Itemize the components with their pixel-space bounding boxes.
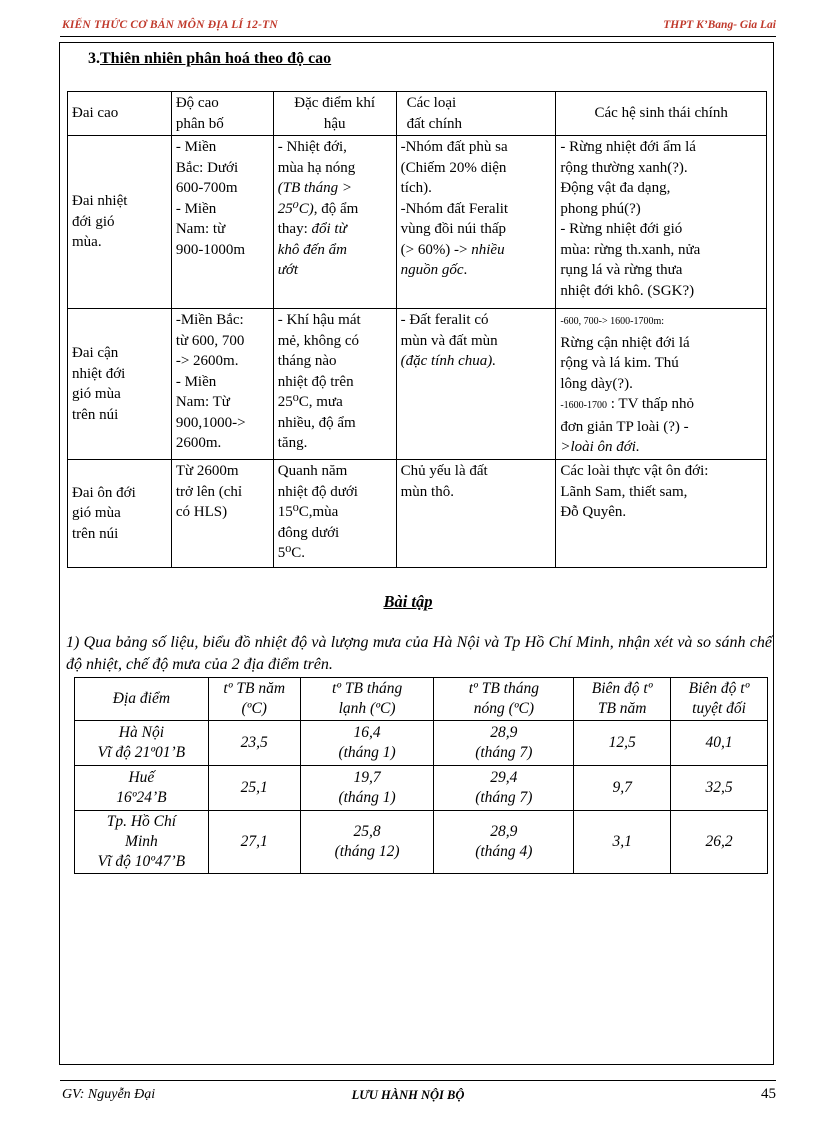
soil-cell — [396, 136, 556, 309]
climate-text: (TB tháng > 25⁰C) — [277, 180, 353, 217]
value-cell: 19,7 (tháng 1) — [300, 766, 434, 811]
soil-text: . — [463, 262, 468, 278]
value-cell: 12,5 — [574, 721, 671, 766]
climate-cell: - Khí hậu mát mẻ, không có tháng nào nhiệt độ trên 25⁰C, mưa nhiều, độ ẩm tăng. — [273, 309, 396, 460]
table-row — [75, 766, 768, 811]
header-cell: Biên độ tº tuyệt đối — [671, 678, 768, 721]
header-cell: Đặc điểm khí hậu — [273, 92, 396, 136]
value-cell: 9,7 — [574, 766, 671, 811]
value-cell: 25,1 — [208, 766, 300, 811]
climate-text: , độ ẩm thay: — [277, 200, 359, 237]
soil-text: nhiều nguồn gốc — [400, 241, 505, 278]
header-cell: tº TB tháng lạnh (ºC) — [300, 678, 434, 721]
altitude-zones-table — [67, 91, 767, 568]
altitude-cell: - Miền Bắc: Dưới 600-700m - Miền Nam: từ 900-1000m — [171, 136, 273, 309]
climate-text: đổi từ khô đến ẩm ướt — [277, 221, 347, 278]
value-cell: 28,9 (tháng 7) — [434, 721, 574, 766]
footer-divider — [60, 1080, 776, 1081]
soil-text: -Nhóm đất phù sa (Chiếm 20% diện tích). -Nhóm đất Feralit vùng đồi núi thấp (> 60%) -> — [400, 139, 509, 258]
table-header-row — [68, 92, 767, 136]
table-row — [68, 309, 767, 460]
climate-cell: Quanh năm nhiệt độ dưới 15⁰C,mùa đông dưới 5⁰C. — [273, 460, 396, 568]
soil-cell — [396, 309, 556, 460]
zone-cell: Đai cận nhiệt đới gió mùa trên núi — [68, 309, 172, 460]
climate-cell — [273, 136, 396, 309]
section-title-text: Thiên nhiên phân hoá theo độ cao — [100, 50, 332, 67]
ecosystem-cell: - Rừng nhiệt đới ẩm lá rộng thường xanh(?). Động vật đa dạng, phong phú(?) - Rừng nhiệt đới gió mùa: rừng th.xanh, nửa rụng lá và rừng thưa nhiệt đới khô. (SGK?) — [556, 136, 767, 309]
temperature-table — [74, 677, 768, 874]
value-cell: 23,5 — [208, 721, 300, 766]
ecosystem-text: -1600-1700 — [560, 400, 608, 411]
table-row — [75, 811, 768, 874]
value-cell: 25,8 (tháng 12) — [300, 811, 434, 874]
altitude-cell: -Miền Bắc: từ 600, 700 -> 2600m. - Miền Nam: Từ 900,1000-> 2600m. — [171, 309, 273, 460]
value-cell: 27,1 — [208, 811, 300, 874]
table-row — [68, 136, 767, 309]
ecosystem-text: -600, 700-> 1600-1700m: — [560, 316, 665, 327]
altitude-cell: Từ 2600m trở lên (chỉ có HLS) — [171, 460, 273, 568]
location-cell: Tp. Hồ Chí Minh Vĩ độ 10º47’B — [75, 811, 209, 874]
header-cell: tº TB năm (ºC) — [208, 678, 300, 721]
header-cell: Độ cao phân bố — [171, 92, 273, 136]
header-divider — [60, 36, 776, 37]
value-cell: 29,4 (tháng 7) — [434, 766, 574, 811]
header-cell: Địa điểm — [75, 678, 209, 721]
value-cell: 26,2 — [671, 811, 768, 874]
header-cell: tº TB tháng nóng (ºC) — [434, 678, 574, 721]
zone-cell: Đai ôn đới gió mùa trên núi — [68, 460, 172, 568]
table-row — [75, 721, 768, 766]
ecosystem-text: : TV thấp nhỏ đơn giản TP loài (?) - — [560, 396, 694, 435]
value-cell: 32,5 — [671, 766, 768, 811]
ecosystem-cell — [556, 309, 767, 460]
footer-author: GV: Nguyễn Đại — [62, 1087, 156, 1102]
header-cell: Các loại đất chính — [396, 92, 556, 136]
page-number: 45 — [761, 1086, 776, 1102]
section-title — [88, 50, 331, 68]
location-cell: Hà Nội Vĩ độ 21º01’B — [75, 721, 209, 766]
soil-text: (đặc tính chua). — [400, 353, 496, 369]
location-cell: Huế 16º24’B — [75, 766, 209, 811]
ecosystem-text: >loài ôn đới. — [560, 439, 640, 455]
exercise-title: Bài tập — [383, 592, 433, 611]
ecosystem-cell: Các loài thực vật ôn đới: Lãnh Sam, thiết sam, Đỗ Quyên. — [556, 460, 767, 568]
zone-cell: Đai nhiệt đới gió mùa. — [68, 136, 172, 309]
table-header-row — [75, 678, 768, 721]
footer-center: LƯU HÀNH NỘI BỘ — [351, 1088, 465, 1102]
climate-text: - Nhiệt đới, mùa hạ nóng — [277, 139, 356, 176]
value-cell: 28,9 (tháng 4) — [434, 811, 574, 874]
header-cell: Các hệ sinh thái chính — [556, 92, 767, 136]
section-number: 3. — [88, 50, 100, 67]
header-left: KIẾN THỨC CƠ BẢN MÔN ĐỊA LÍ 12-TN — [62, 19, 278, 31]
soil-text: - Đất feralit có mùn và đất mùn — [400, 312, 498, 349]
value-cell: 16,4 (tháng 1) — [300, 721, 434, 766]
value-cell: 40,1 — [671, 721, 768, 766]
header-cell: Đai cao — [68, 92, 172, 136]
table-row — [68, 460, 767, 568]
header-cell: Biên độ tº TB năm — [574, 678, 671, 721]
ecosystem-text: Rừng cận nhiệt đới lá rộng và lá kim. Thú lông dày(?). — [560, 334, 690, 392]
soil-cell: Chủ yếu là đất mùn thô. — [396, 460, 556, 568]
exercise-question: 1) Qua bảng số liệu, biểu đồ nhiệt độ và lượng mưa của Hà Nội và Tp Hồ Chí Minh, nhận xét và so sánh chế độ nhiệt, chế độ mưa của 2 địa điểm trên. — [66, 634, 772, 673]
header-right: THPT K’Bang- Gia Lai — [663, 19, 776, 31]
value-cell: 3,1 — [574, 811, 671, 874]
